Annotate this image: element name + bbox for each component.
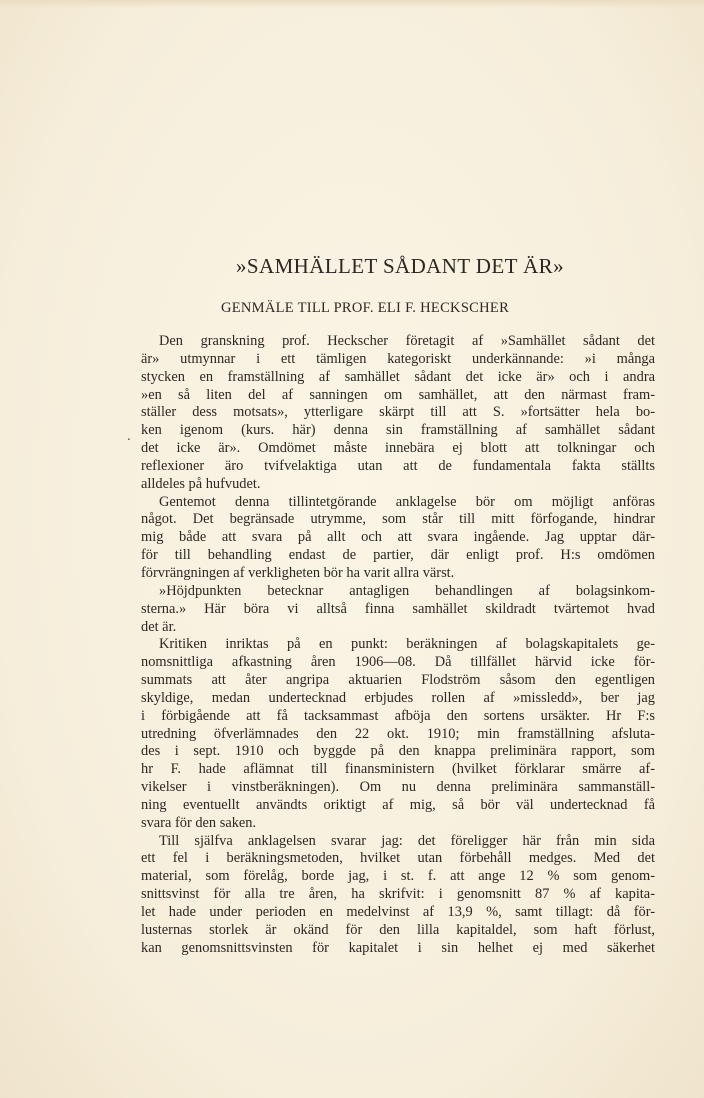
text-line: det icke är». Omdömet måste innebära ej blott att tolkningar och bbox=[141, 440, 655, 457]
text-line: förvrängningen af verkligheten bör ha varit allra värst. bbox=[141, 564, 455, 581]
margin-mark: . bbox=[127, 429, 131, 443]
text-line: des i sept. 1910 och byggde på den knappa preliminära rapport, som bbox=[141, 743, 655, 760]
text-line: summats att åter angripa aktuarien Flodström såsom den egentligen bbox=[141, 672, 655, 689]
text-line: ställer dess motsats», ytterligare skärpt till att S. »fortsätter hela bo- bbox=[141, 404, 655, 421]
text-line: Den granskning prof. Heckscher företagit af »Samhället sådant det bbox=[159, 333, 655, 349]
paragraph bbox=[141, 833, 655, 958]
text-line: reflexioner äro tvifvelaktiga utan att de fundamentala fakta ställts bbox=[141, 457, 655, 474]
text-line: ken igenom (kurs. här) denna sin framställning af samhället sådant bbox=[141, 422, 655, 439]
paragraph bbox=[141, 583, 655, 637]
text-line: »Höjdpunkten betecknar antagligen behandlingen af bolagsinkom- bbox=[159, 582, 655, 599]
paragraph bbox=[141, 636, 655, 832]
text-line: utredning öfverlämnades den 22 okt. 1910; min framställning afsluta- bbox=[141, 725, 655, 742]
article-title: »SAMHÄLLET SÅDANT DET ÄR» bbox=[236, 254, 564, 278]
text-line: Till själfva anklagelsen svarar jag: det föreligger här från min sida bbox=[159, 832, 655, 849]
text-line: stycken en framställning af samhället sådant det icke är» och i andra bbox=[141, 368, 655, 385]
text-line: »en så liten del af sanningen om samhället, att den närmast fram- bbox=[141, 386, 655, 403]
text-line: för till behandling endast de partier, där enligt prof. H:s omdömen bbox=[141, 547, 655, 564]
text-line: snittsvinst för alla tre åren, ha skrifvit: i genomsnitt 87 % af kapita- bbox=[141, 886, 655, 903]
text-line: något. Det begränsade utrymme, som står till mitt förfogande, hindrar bbox=[141, 511, 655, 528]
paragraph bbox=[141, 494, 655, 583]
article-body bbox=[141, 333, 655, 958]
text-line: Gentemot denna tillintetgörande anklagelse bör om möjligt anföras bbox=[159, 493, 655, 510]
text-line: ett fel i beräkningsmetoden, hvilket utan förbehåll medges. Med det bbox=[141, 850, 655, 867]
text-line: är» utmynnar i ett tämligen kategoriskt underkännande: »i många bbox=[141, 350, 655, 367]
paragraph bbox=[141, 333, 655, 494]
text-line: det är. bbox=[141, 618, 177, 635]
text-line: material, som förelåg, borde jag, i st. f. att ange 12 % som genom- bbox=[141, 868, 655, 885]
text-line: mig både att svara på allt och att svara ingående. Jag upptar där- bbox=[141, 529, 655, 546]
text-line: vikelser i vinstberäkningen). Om nu denna preliminära sammanställ- bbox=[141, 779, 655, 796]
text-line: skyldige, medan undertecknad erbjudes rollen af »missledd», ber jag bbox=[141, 689, 655, 706]
text-line: nomsnittliga afkastning åren 1906—08. Då tillfället härvid icke för- bbox=[141, 654, 655, 671]
text-line: ning eventuellt användts oriktigt af mig, så bör väl undertecknad få bbox=[141, 796, 655, 813]
text-line: hr F. hade aflämnat till finansministern (hvilket förklarar smärre af- bbox=[141, 761, 655, 778]
text-line: kan genomsnittsvinsten för kapitalet i sin helhet ej med säkerhet bbox=[141, 939, 655, 956]
text-line: sterna.» Här böra vi alltså finna samhället skildradt tvärtemot hvad bbox=[141, 600, 655, 617]
text-line: lusternas storlek är okänd för den lilla kapitaldel, som haft förlust, bbox=[141, 921, 655, 938]
page-edge-shadow bbox=[0, 0, 704, 8]
text-line: svara för den saken. bbox=[141, 814, 257, 831]
article-subtitle: GENMÄLE TILL PROF. ELI F. HECKSCHER bbox=[220, 300, 510, 316]
text-line: alldeles på hufvudet. bbox=[141, 475, 261, 492]
text-line: i förbigående att få tacksammast afböja den sortens ursäkter. Hr F:s bbox=[141, 707, 655, 724]
text-line: let hade under perioden en medelvinst af 13,9 %, samt tillagt: då för- bbox=[141, 904, 655, 920]
text-line: Kritiken inriktas på en punkt: beräkningen af bolagskapitalets ge- bbox=[159, 636, 655, 653]
